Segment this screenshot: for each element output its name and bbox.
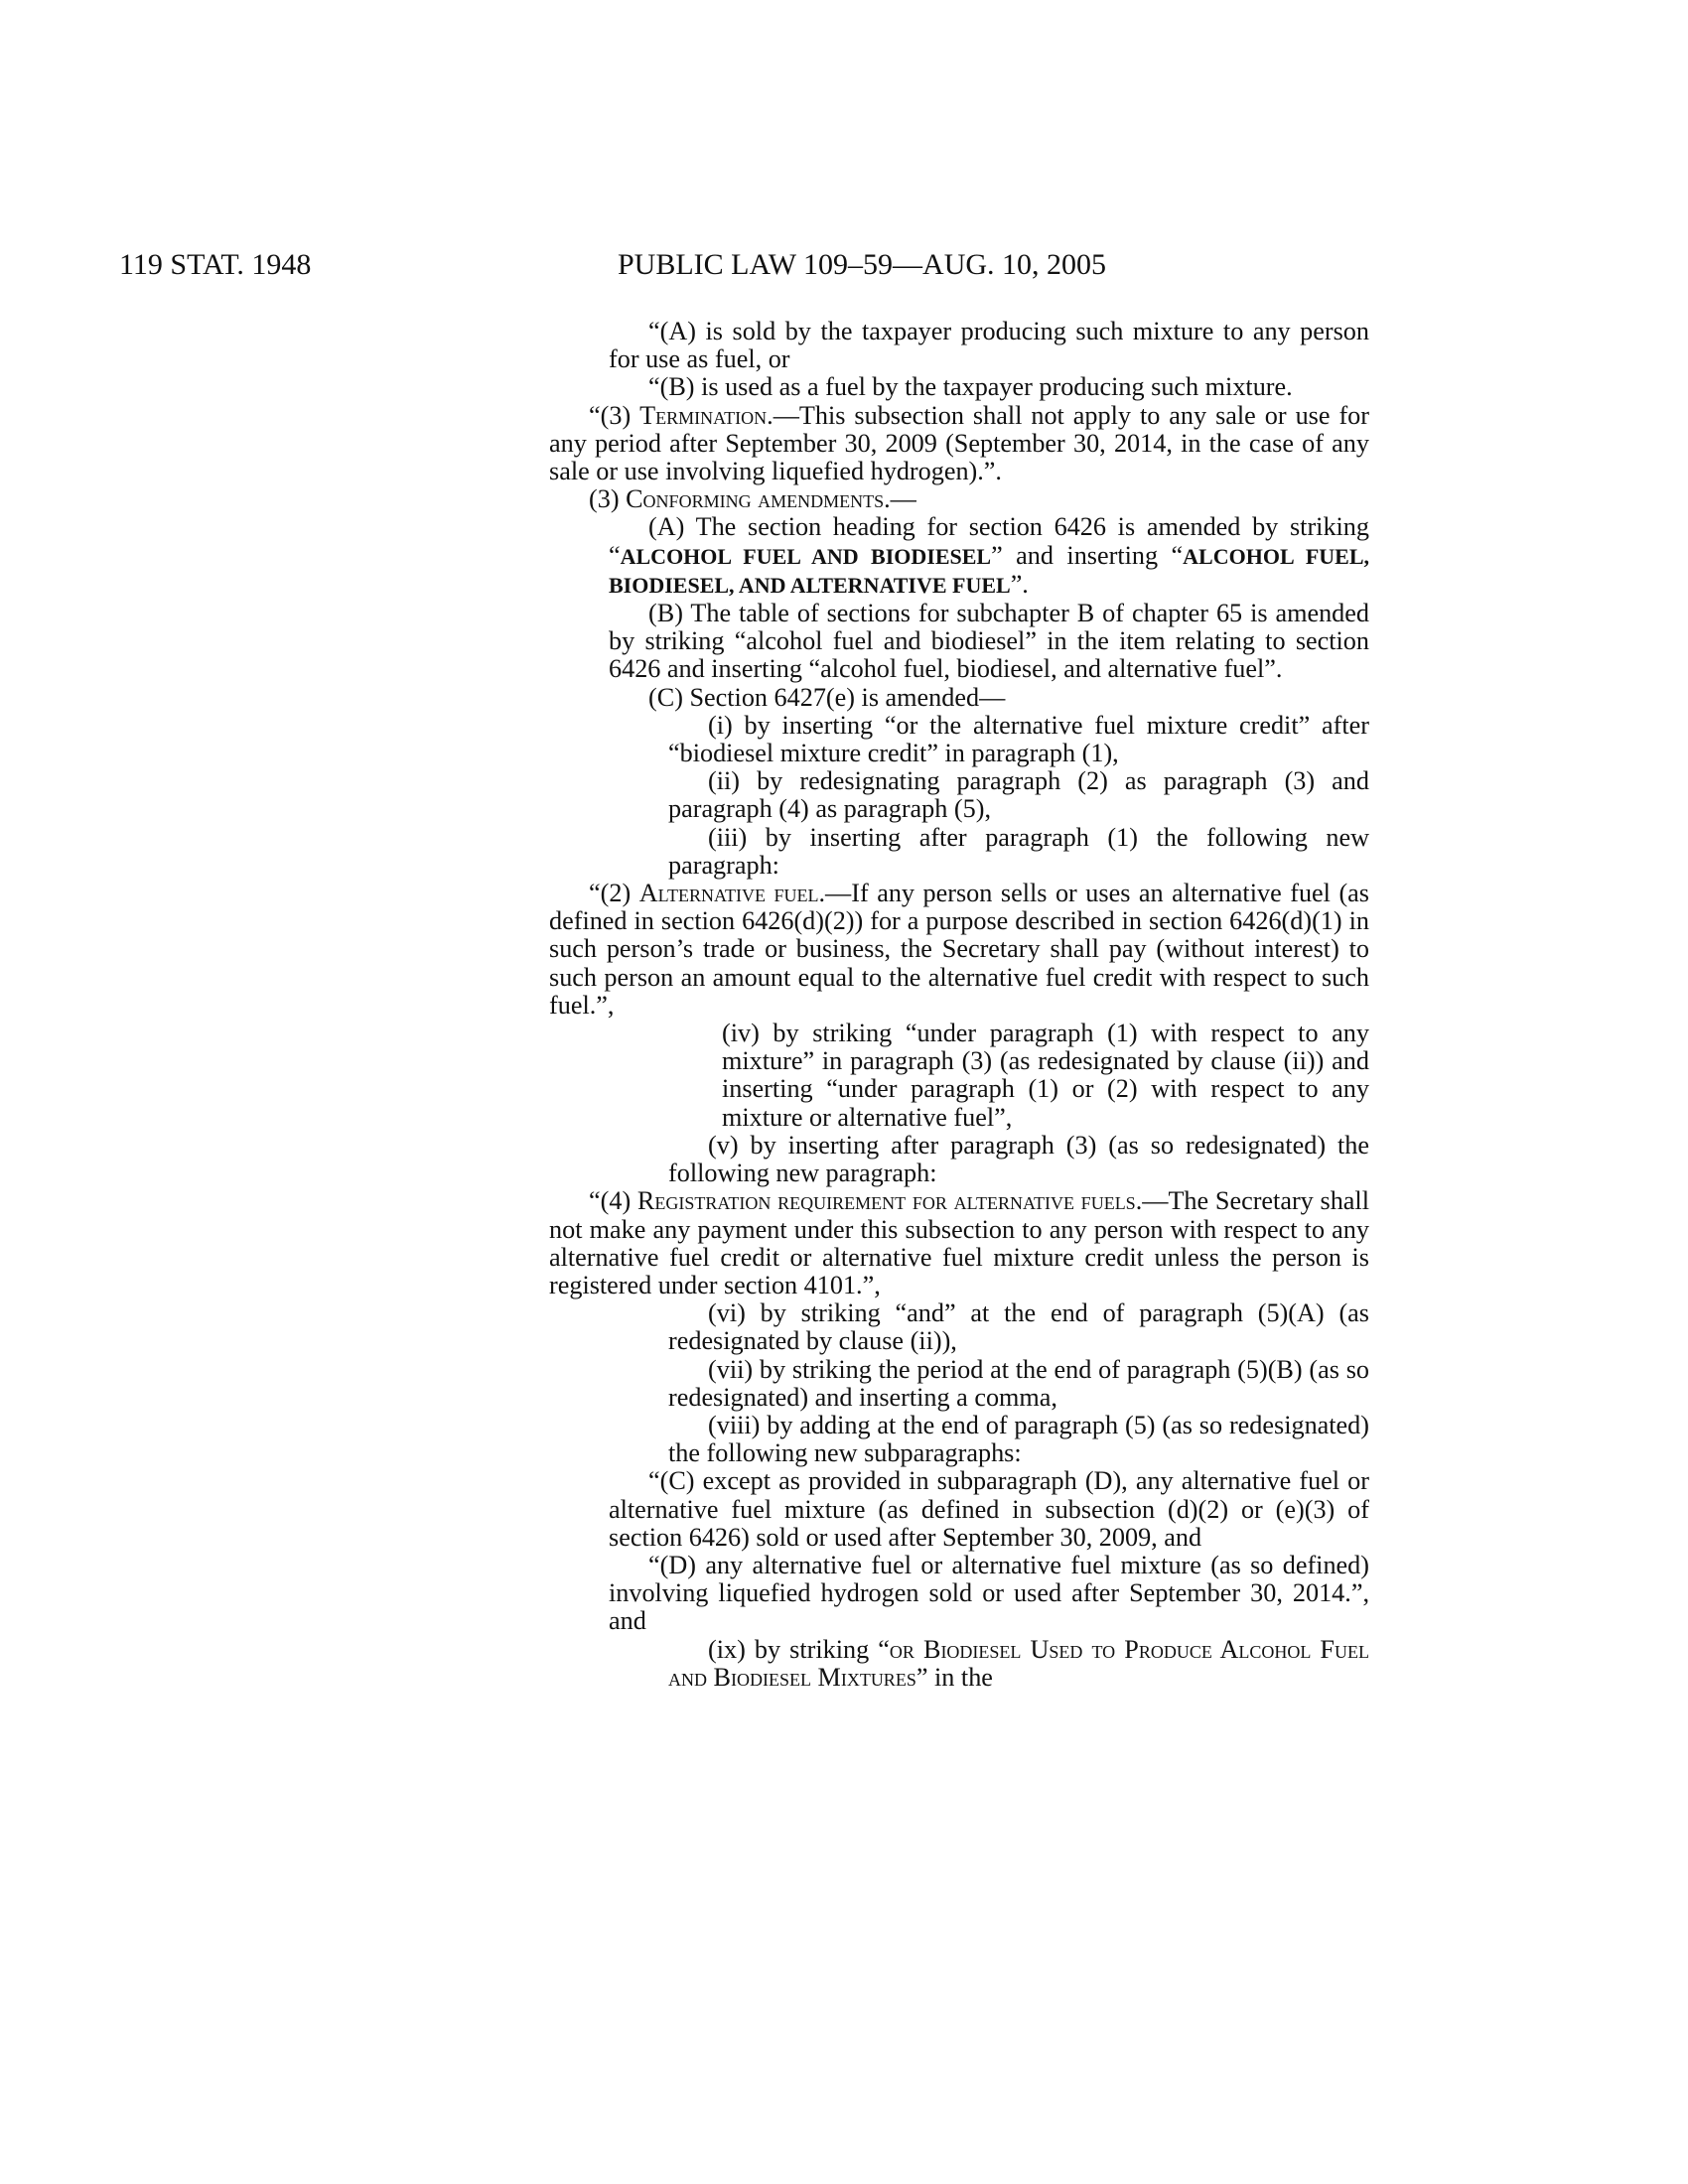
quoted-subparagraph-c: “(C) except as provided in subparagraph (D), any alternative fuel or alternative fuel mixture (as defined in subsection (d)(2) or (e)(3) of section 6426) sold or used after September 30, 2009, and [609, 1466, 1369, 1552]
clause-i: (i) by inserting “or the alternative fuel mixture credit” after “biodiesel mixture credit” in paragraph (1), [668, 710, 1369, 768]
paragraph-conforming-amendments: (3) Conforming amendments.— [589, 484, 916, 514]
heading-alternative-fuel: Alternative fuel [638, 879, 819, 908]
subparagraph-a: (A) The section heading for section 6426 is amended by striking “ALCOHOL FUEL AND BIODIESEL” and inserting “ALCOHOL FUEL, BIODIESEL, AND ALTERNATIVE FUEL”. [609, 512, 1370, 599]
clause-ii: (ii) by redesignating paragraph (2) as paragraph (3) and paragraph (4) as paragraph (5), [668, 766, 1369, 824]
paragraph-termination: “(3) Termination.—This subsection shall not apply to any sale or use for any period after September 30, 2009 (September 30, 2014, in the case of any sale or use involving liquefied hydrogen).”. [549, 400, 1369, 486]
page-title: PUBLIC LAW 109–59—AUG. 10, 2005 [618, 248, 1107, 281]
heading-conforming-amendments: Conforming amendments [626, 484, 885, 514]
clause-vi: (vi) by striking “and” at the end of paragraph (5)(A) (as redesignated by clause (ii)), [668, 1298, 1369, 1356]
clause-vii: (vii) by striking the period at the end of paragraph (5)(B) (as so redesignated) and inserting a comma, [668, 1354, 1369, 1412]
paragraph-alternative-fuel: “(2) Alternative fuel.—If any person sells or uses an alternative fuel (as defined in section 6426(d)(2)) for a purpose described in section 6426(d)(1) in such person’s trade or business, the Secretary shall pay (without interest) to such person an amount equal to the alternative fuel credit with respect to such fuel.”, [549, 879, 1369, 1020]
heading-struck-text: or Biodiesel Used to Produce Alcohol Fuel and Biodiesel Mixtures [668, 1634, 1369, 1692]
bold-heading-old: ALCOHOL FUEL AND BIODIESEL [620, 543, 992, 569]
paragraph-registration-requirement: “(4) Registration requirement for alternative fuels.—The Secretary shall not make any payment under this subsection to any person with respect to any alternative fuel credit or alternative fuel mixture credit unless the person is registered under section 4101.”, [549, 1186, 1369, 1299]
clause-a: “(A) is sold by the taxpayer producing such mixture to any person for use as fuel, or [609, 317, 1369, 374]
statute-reference: 119 STAT. 1948 [119, 248, 312, 281]
heading-termination: Termination [639, 400, 768, 430]
document-body [549, 318, 1369, 1692]
clause-iii: (iii) by inserting after paragraph (1) the following new paragraph: [668, 822, 1369, 880]
clause-viii: (viii) by adding at the end of paragraph (5) (as so redesignated) the following new subparagraphs: [668, 1410, 1369, 1468]
clause-b: “(B) is used as a fuel by the taxpayer producing such mixture. [648, 372, 1293, 402]
clause-ix: (ix) by striking “or Biodiesel Used to Produce Alcohol Fuel and Biodiesel Mixtures” in the [668, 1634, 1369, 1692]
heading-registration-requirement: Registration requirement for alternative fuels [636, 1186, 1136, 1216]
clause-v: (v) by inserting after paragraph (3) (as so redesignated) the following new paragraph: [668, 1130, 1369, 1188]
subparagraph-b: (B) The table of sections for subchapter B of chapter 65 is amended by striking “alcohol fuel and biodiesel” in the item relating to section 6426 and inserting “alcohol fuel, biodiesel, and alternative fuel”. [609, 599, 1369, 684]
clause-iv: (iv) by striking “under paragraph (1) with respect to any mixture” in paragraph (3) (as redesignated by clause (ii)) and inserting “under paragraph (1) or (2) with respect to any mixture or alternative fuel”, [722, 1019, 1369, 1132]
bold-heading-new: ALCOHOL FUEL, BIODIESEL, AND ALTERNATIVE FUEL [609, 543, 1370, 598]
subparagraph-c: (C) Section 6427(e) is amended— [648, 682, 1006, 712]
quoted-subparagraph-d: “(D) any alternative fuel or alternative fuel mixture (as so defined) involving liquefied hydrogen sold or used after September 30, 2014.”, and [609, 1550, 1369, 1636]
